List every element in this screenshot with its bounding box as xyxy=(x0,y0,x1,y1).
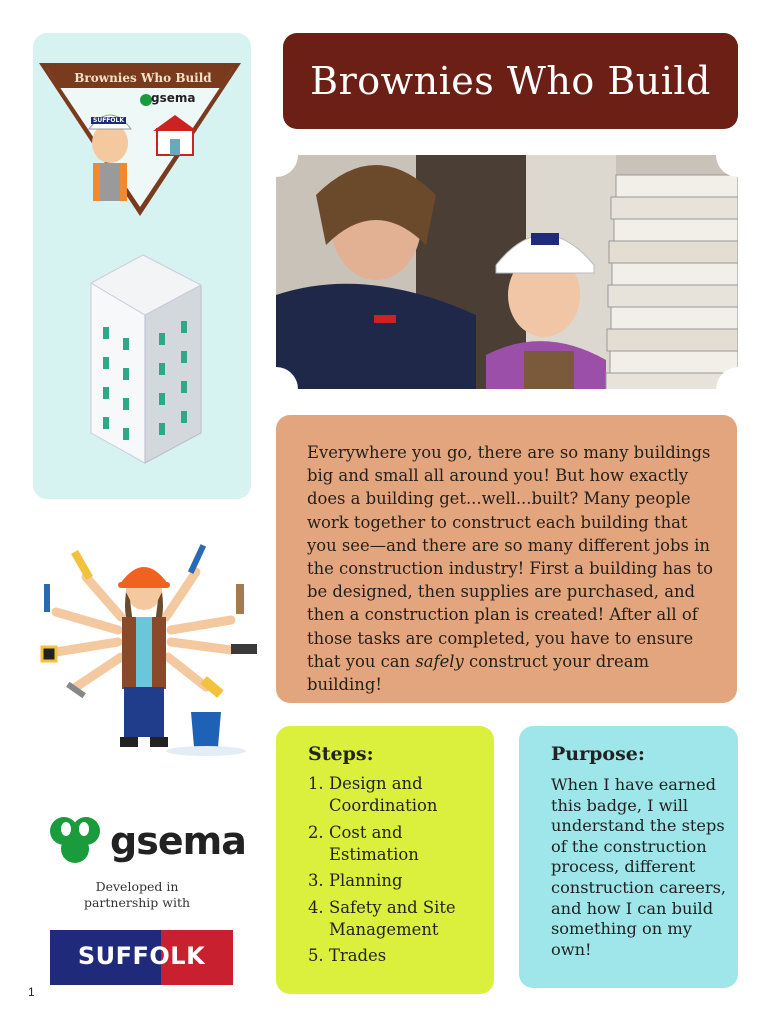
list-item xyxy=(308,870,488,892)
construction-worker-illustration xyxy=(26,522,266,772)
badge-logo-text: gsema xyxy=(151,91,196,105)
intro-emphasis: safely xyxy=(415,651,464,671)
list-item xyxy=(308,945,488,967)
partner-text: Developed in partnership with xyxy=(83,879,191,910)
step-number: 4. xyxy=(308,897,324,917)
purpose-text: When I have earned this badge, I will understand the steps of the construction process, different construction careers, and how I can build something on my own! xyxy=(551,775,727,959)
page-title-bar xyxy=(283,33,738,129)
step-number: 1. xyxy=(308,774,324,793)
intro-box xyxy=(276,415,737,703)
badge-hardhat-text: SUFFOLK xyxy=(93,117,124,124)
suffolk-logo xyxy=(50,930,233,985)
step-number: 5. xyxy=(308,946,324,966)
intro-paragraph xyxy=(307,441,717,696)
step-label: Safety and Site Management xyxy=(329,897,456,939)
intro-text-end: construct your dream building! xyxy=(307,651,650,695)
step-label: Trades xyxy=(329,946,387,966)
page-title: Brownies Who Build xyxy=(310,59,711,103)
step-label: Cost and Estimation xyxy=(329,822,419,864)
badge-and-building-illustration xyxy=(33,33,251,499)
step-number: 3. xyxy=(308,871,324,891)
gsema-logo xyxy=(46,811,246,871)
suffolk-wordmark: SUFFOLK xyxy=(77,942,206,970)
purpose-title: Purpose: xyxy=(551,743,645,765)
photo-woman-and-girl-with-hardhat xyxy=(276,155,738,389)
steps-title: Steps: xyxy=(308,743,374,765)
list-item xyxy=(308,773,488,817)
steps-box xyxy=(276,726,494,994)
step-label: Planning xyxy=(329,871,403,891)
page-number: 1 xyxy=(28,985,35,999)
trefoil-icon xyxy=(46,811,106,871)
badge-panel xyxy=(33,33,251,499)
purpose-box xyxy=(519,726,738,988)
steps-list xyxy=(308,773,488,972)
gsema-wordmark: gsema xyxy=(110,819,246,863)
list-item xyxy=(308,822,488,866)
badge-banner-text: Brownies Who Build xyxy=(74,71,212,85)
step-label: Design and Coordination xyxy=(329,774,438,815)
intro-text-part: Everywhere you go, there are so many buildings big and small all around you! But how exactly does a building get...well...built? Many people work together to construct each building that you see—and there are so many different jobs in the construction industry! First a building has to be designed, then supplies are purchased, and then a construction plan is created! After all of those tasks are completed, you have to ensure that you can xyxy=(307,443,713,671)
step-number: 2. xyxy=(308,822,324,842)
list-item xyxy=(308,897,488,941)
